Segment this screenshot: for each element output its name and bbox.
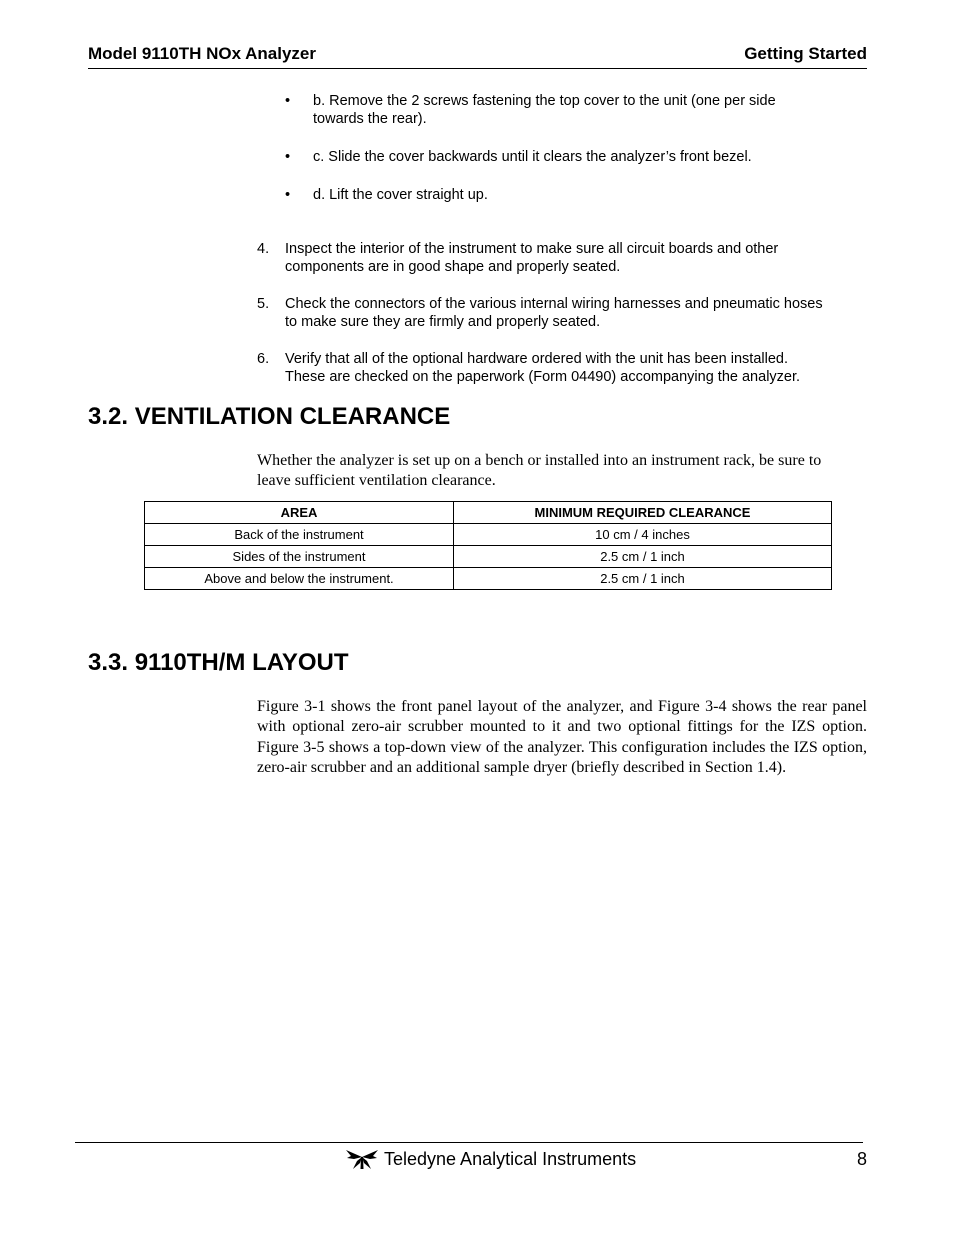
layout-paragraph: Figure 3-1 shows the front panel layout of the analyzer, and Figure 3-4 shows the rear panel with optional zero-air scrubber mounted to it and two optional fittings for the IZS option. Figure 3-5 shows a top-down view of the analyzer. This configuration includes the IZS option, zero-air scrubber and an additional sample dryer (briefly described in Section 1.4). xyxy=(257,698,867,776)
list-item xyxy=(257,295,869,331)
list-item xyxy=(285,148,845,166)
section-heading-ventilation: 3.2. VENTILATION CLEARANCE xyxy=(88,403,451,430)
list-item-text: to make sure they are firmly and properly seated. xyxy=(285,314,601,330)
list-item xyxy=(257,350,869,386)
cover-removal-bullets xyxy=(285,92,845,224)
step-number: 6. xyxy=(257,351,270,367)
page-footer xyxy=(345,1148,636,1170)
table-row xyxy=(145,546,832,568)
company-name: Teledyne Analytical Instruments xyxy=(384,1148,637,1169)
page-header xyxy=(88,44,867,69)
paragraph-line: leave sufficient ventilation clearance. xyxy=(257,472,496,490)
list-item-text: b. Remove the 2 screws fastening the top cover to the unit (one per side xyxy=(313,93,776,109)
list-item xyxy=(285,186,845,204)
ventilation-paragraph xyxy=(257,451,867,492)
list-item xyxy=(285,92,845,128)
bullet-symbol: • xyxy=(285,93,291,109)
list-item-text: Verify that all of the optional hardware ordered with the unit has been installed. xyxy=(285,351,788,367)
column-header-area: AREA xyxy=(145,502,454,524)
table-row xyxy=(145,524,832,546)
list-item-text: Inspect the interior of the instrument to make sure all circuit boards and other xyxy=(285,241,779,257)
table-header-row xyxy=(145,502,832,524)
section-heading-layout: 3.3. 9110TH/M LAYOUT xyxy=(88,649,349,676)
list-item-text: towards the rear). xyxy=(313,111,427,127)
list-item-text: components are in good shape and properly seated. xyxy=(285,259,621,275)
table-cell: Above and below the instrument. xyxy=(145,568,454,590)
inspection-steps xyxy=(257,240,869,405)
list-item xyxy=(257,240,869,276)
page-number: 8 xyxy=(856,1149,867,1169)
paragraph-line: Whether the analyzer is set up on a bench or installed into an instrument rack, be sure to xyxy=(257,452,822,469)
table-cell: 2.5 cm / 1 inch xyxy=(454,568,832,590)
table-cell: 10 cm / 4 inches xyxy=(454,524,832,546)
list-item-text: These are checked on the paperwork (Form 04490) accompanying the analyzer. xyxy=(285,369,801,385)
column-header-clearance: MINIMUM REQUIRED CLEARANCE xyxy=(454,502,832,524)
table-cell: Sides of the instrument xyxy=(145,546,454,568)
document-title: Model 9110TH NOx Analyzer xyxy=(88,44,317,63)
clearance-table xyxy=(144,501,832,590)
table-row xyxy=(145,568,832,590)
list-item-text: c. Slide the cover backwards until it clears the analyzer’s front bezel. xyxy=(313,149,752,165)
bullet-symbol: • xyxy=(285,187,291,203)
bullet-symbol: • xyxy=(285,149,291,165)
list-item-text: d. Lift the cover straight up. xyxy=(313,187,488,203)
table-cell: Back of the instrument xyxy=(145,524,454,546)
table-cell: 2.5 cm / 1 inch xyxy=(454,546,832,568)
teledyne-logo-icon xyxy=(345,1148,379,1170)
step-number: 4. xyxy=(257,241,270,257)
chapter-title: Getting Started xyxy=(744,44,867,63)
footer-divider xyxy=(75,1142,863,1143)
list-item-text: Check the connectors of the various internal wiring harnesses and pneumatic hoses xyxy=(285,296,823,312)
step-number: 5. xyxy=(257,296,270,312)
